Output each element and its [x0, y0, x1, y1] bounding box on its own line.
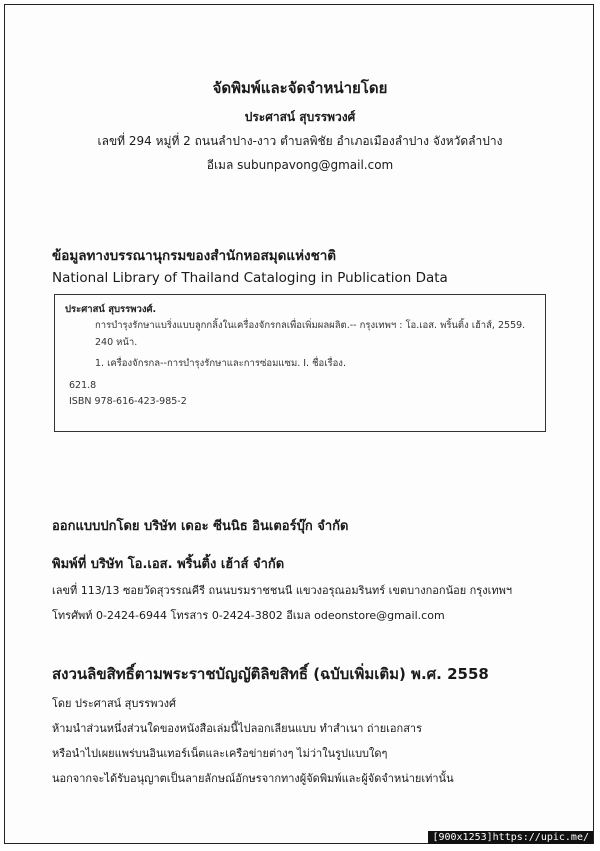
cip-record-box [54, 294, 546, 432]
printer-address: เลขที่ 113/13 ซอยวัดสุวรรณคีรี ถนนบรมราชชนนี แขวงอรุณอมรินทร์ เขตบางกอกน้อย กรุงเทพฯ [52, 584, 513, 597]
cip-subjects: 1. เครื่องจักรกล--การบำรุงรักษาและการซ่อมแซม. I. ชื่อเรื่อง. [95, 358, 346, 370]
cip-heading-th: ข้อมูลทางบรรณานุกรมของสำนักหอสมุดแห่งชาติ [52, 248, 337, 264]
cip-title-line: การบำรุงรักษาแบริ่งแบบลูกกลิ้งในเครื่องจักรกลเพื่อเพิ่มผลผลิต.-- กรุงเทพฯ : โอ.เอส. พริ้นติ้ง เฮ้าส์, 2559. [95, 320, 526, 332]
printer-contact: โทรศัพท์ 0-2424-6944 โทรสาร 0-2424-3802 อีเมล odeonstore@gmail.com [52, 609, 445, 622]
publisher-name: ประศาสน์ สุบรรพวงศ์ [244, 110, 356, 124]
cip-isbn: ISBN 978-616-423-985-2 [69, 395, 187, 407]
cover-design-credit: ออกแบบปกโดย บริษัท เดอะ ซีนนิธ อินเตอร์บุ๊ก จำกัด [52, 519, 349, 534]
printer-heading: พิมพ์ที่ บริษัท โอ.เอส. พริ้นติ้ง เฮ้าส์ จำกัด [52, 557, 285, 572]
printer-block [52, 553, 512, 631]
publisher-heading: จัดพิมพ์และจัดจำหน่ายโดย [212, 79, 388, 97]
cip-heading [52, 244, 448, 286]
publisher-email: อีเมล subunpavong@gmail.com [206, 158, 394, 172]
copyright-line-3: นอกจากจะได้รับอนุญาตเป็นลายลักษณ์อักษรจากทางผู้จัดพิมพ์และผู้จัดจำหน่ายเท่านั้น [52, 772, 454, 785]
copyright-by: โดย ประศาสน์ สุบรรพวงศ์ [52, 697, 176, 710]
publisher-block [0, 76, 600, 180]
copyright-line-1: ห้ามนำส่วนหนึ่งส่วนใดของหนังสือเล่มนี้ไปลอกเลียนแบบ ทำสำเนา ถ่ายเอกสาร [52, 722, 422, 735]
copyright-heading: สงวนลิขสิทธิ์ตามพระราชบัญญัติลิขสิทธิ์ (ฉบับเพิ่มเติม) พ.ศ. 2558 [52, 665, 489, 683]
publisher-address: เลขที่ 294 หมู่ที่ 2 ถนนลำปาง-งาว ตำบลพิชัย อำเภอเมืองลำปาง จังหวัดลำปาง [97, 134, 503, 148]
cip-author: ประศาสน์ สุบรรพวงศ์. [65, 304, 157, 315]
copyright-block [52, 662, 572, 794]
cip-heading-en: National Library of Thailand Cataloging in Publication Data [52, 270, 448, 286]
copyright-line-2: หรือนำไปเผยแพร่บนอินเทอร์เน็ตและเครือข่ายต่างๆ ไม่ว่าในรูปแบบใดๆ [52, 747, 388, 760]
upload-watermark: [900x1253]https://upic.me/ [428, 831, 593, 844]
cip-pages: 240 หน้า. [95, 336, 138, 348]
cip-class-number: 621.8 [69, 379, 97, 391]
